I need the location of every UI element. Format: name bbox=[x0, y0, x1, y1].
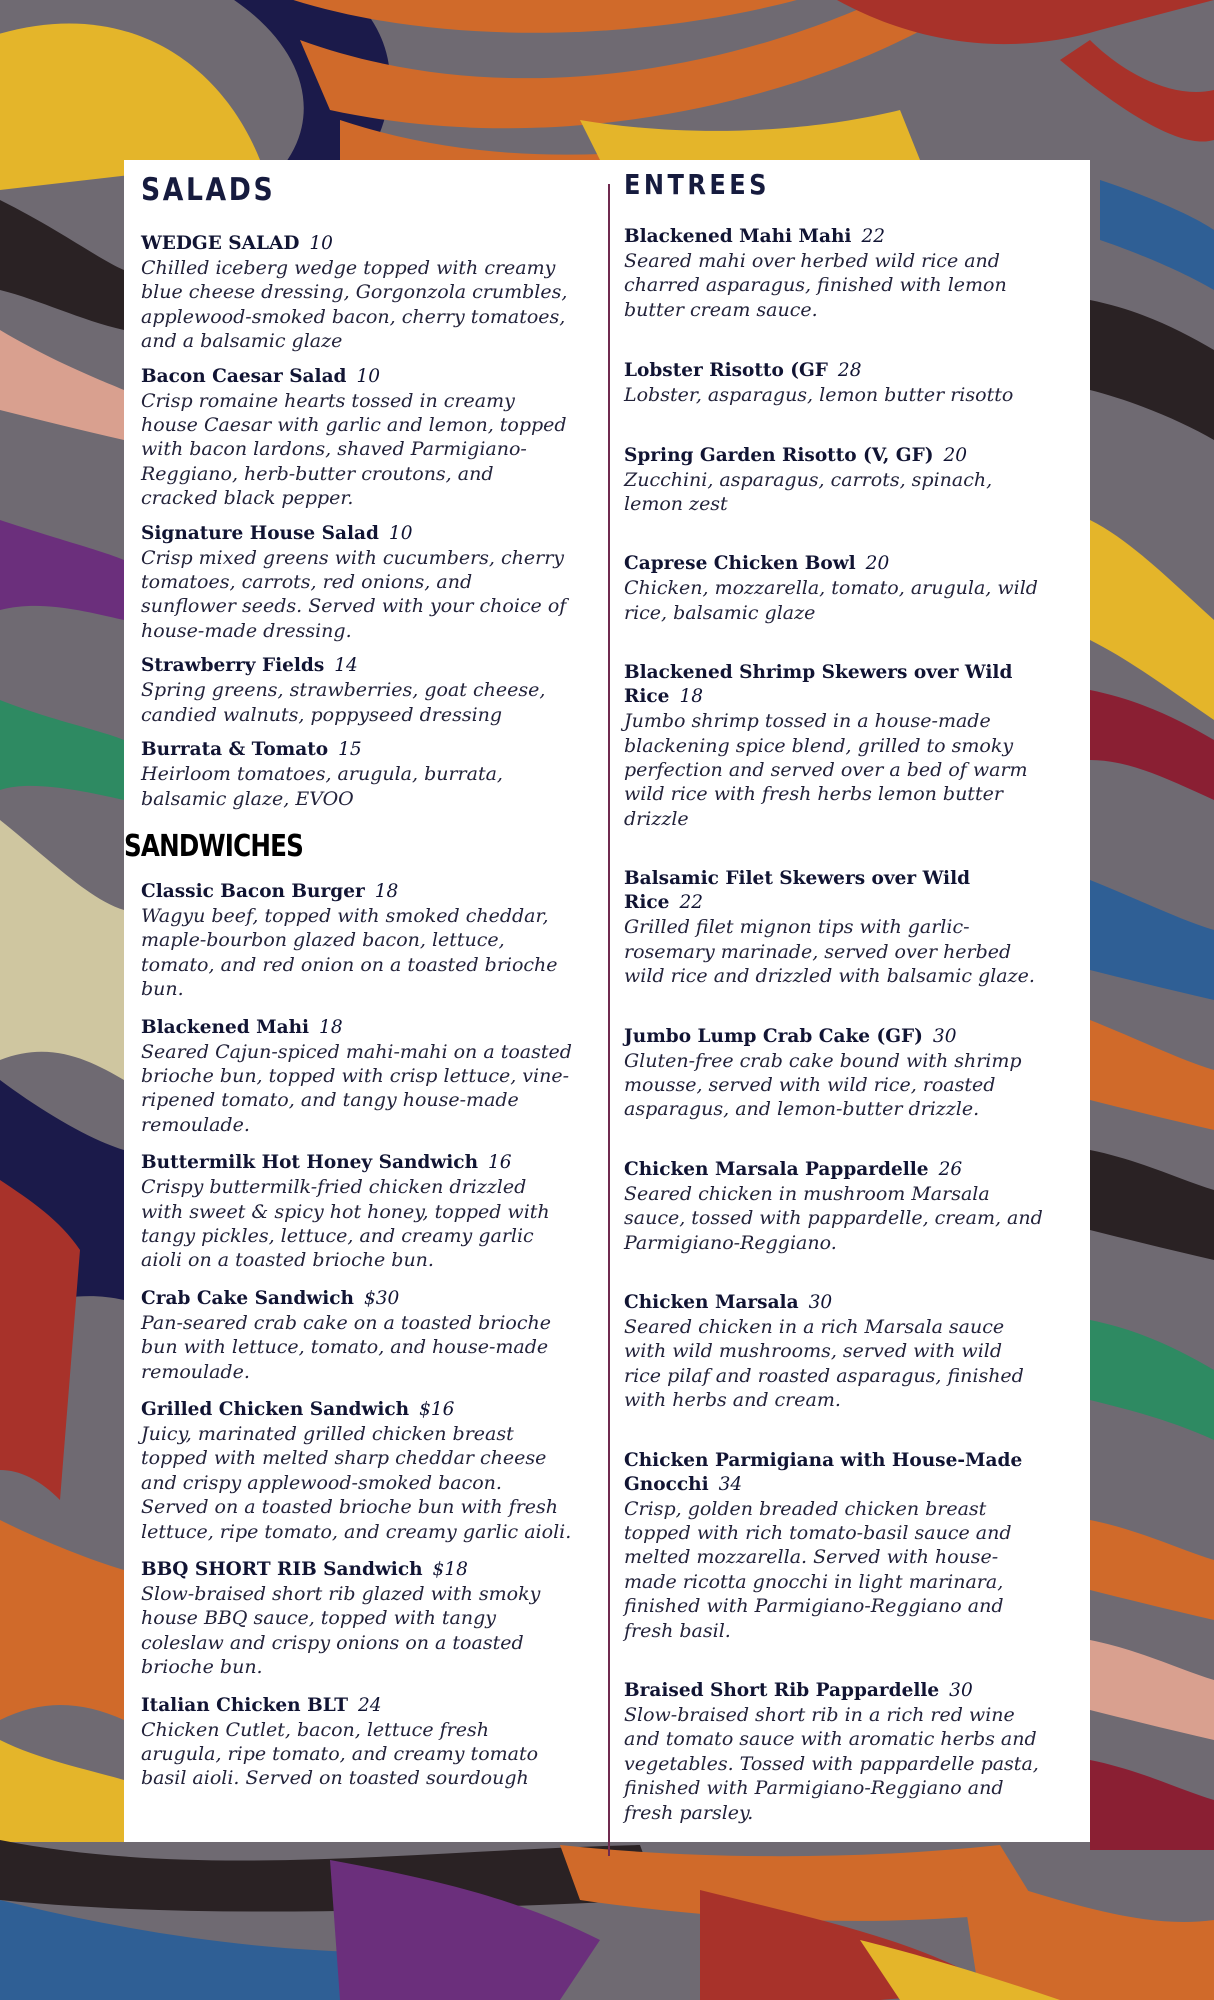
menu-item bbox=[141, 1398, 573, 1544]
item-description: Jumbo shrimp tossed in a house-made blackening spice blend, grilled to smoky perfection and served over a bed of warm wild rice with fresh herbs lemon butter drizzle bbox=[624, 710, 1028, 830]
item-name: Bacon Caesar Salad bbox=[141, 365, 347, 387]
item-price: 10 bbox=[356, 365, 381, 387]
item-price: 20 bbox=[865, 553, 890, 575]
item-name: Blackened Shrimp Skewers over Wild Rice bbox=[624, 662, 1013, 708]
item-price: $18 bbox=[432, 1559, 468, 1581]
item-price: 34 bbox=[718, 1473, 743, 1495]
item-name: Lobster Risotto (GF bbox=[624, 360, 828, 382]
item-name: Blackened Mahi bbox=[141, 1016, 310, 1038]
item-price: 18 bbox=[679, 686, 703, 708]
item-name: Spring Garden Risotto (V, GF) bbox=[624, 444, 934, 466]
item-name: Italian Chicken BLT bbox=[141, 1694, 348, 1716]
item-price: 22 bbox=[679, 892, 703, 914]
salads-heading: SALADS bbox=[141, 172, 276, 208]
menu-item bbox=[624, 1158, 1044, 1255]
item-description: Slow-braised short rib in a rich red wine and tomato sauce with aromatic herbs and vegetables. Tossed with pappardelle pasta, finished with Parmigiano-Reggiano and fresh parsley. bbox=[624, 1704, 1039, 1824]
menu-item bbox=[141, 365, 573, 511]
menu-item bbox=[624, 661, 1044, 831]
item-name: WEDGE SALAD bbox=[141, 233, 300, 254]
item-name: Braised Short Rib Pappardelle bbox=[624, 1680, 940, 1701]
item-name: Crab Cake Sandwich bbox=[141, 1287, 354, 1309]
item-description: Seared chicken in a rich Marsala sauce with wild mushrooms, served with wild rice pilaf and roasted asparagus, finished with herbs and cream. bbox=[624, 1315, 1024, 1412]
column-divider bbox=[608, 184, 610, 1856]
item-description: Crisp mixed greens with cucumbers, cherry tomatoes, carrots, red onions, and sunflower seeds. Served with your choice of house-made dressing. bbox=[141, 546, 567, 642]
item-name: Burrata & Tomato bbox=[141, 739, 329, 761]
item-description: Chilled iceberg wedge topped with creamy blue cheese dressing, Gorgonzola crumbles, applewood-smoked bacon, cherry tomatoes, and a balsamic glaze bbox=[141, 257, 568, 353]
item-price: 16 bbox=[488, 1152, 512, 1174]
menu-item bbox=[141, 1287, 573, 1384]
item-name: Balsamic Filet Skewers over Wild Rice bbox=[624, 868, 971, 914]
item-price: 18 bbox=[374, 880, 399, 902]
item-name: Chicken Marsala bbox=[624, 1291, 799, 1313]
item-name: Buttermilk Hot Honey Sandwich bbox=[141, 1152, 479, 1174]
item-price: 20 bbox=[943, 444, 968, 466]
menu-item bbox=[624, 1449, 1044, 1643]
menu-item bbox=[624, 444, 1044, 517]
item-description: Chicken, mozzarella, tomato, arugula, wild rice, balsamic glaze bbox=[624, 577, 1038, 624]
item-description: Seared chicken in mushroom Marsala sauce, tossed with pappardelle, cream, and Parmigiano-Reggiano. bbox=[624, 1182, 1043, 1254]
item-description: Zucchini, asparagus, carrots, spinach, lemon zest bbox=[624, 468, 993, 516]
item-price: 30 bbox=[949, 1680, 973, 1701]
item-price: 26 bbox=[938, 1158, 963, 1180]
menu-item bbox=[141, 880, 573, 1002]
menu-item bbox=[141, 1558, 573, 1680]
item-name: Strawberry Fields bbox=[141, 655, 325, 677]
item-price: 24 bbox=[357, 1694, 382, 1716]
item-description: Seared mahi over herbed wild rice and charred asparagus, finished with lemon butter cream sauce. bbox=[624, 250, 1007, 321]
menu-item bbox=[141, 1694, 573, 1791]
right-column bbox=[624, 168, 1044, 1825]
menu-item bbox=[141, 654, 573, 727]
item-name: Chicken Parmigiana with House-Made Gnocchi bbox=[624, 1449, 1023, 1495]
item-description: Juicy, marinated grilled chicken breast topped with melted sharp cheddar cheese and crispy applewood-smoked bacon. Served on a toasted brioche bun with fresh lettuce, ripe tomato, and creamy garlic aioli. bbox=[141, 1423, 572, 1543]
item-description: Crisp, golden breaded chicken breast topped with rich tomato-basil sauce and melted mozzarella. Served with house-made ricotta gnocchi in light marinara, finished with Parmigiano-Reggiano and fresh basil. bbox=[624, 1497, 1012, 1642]
item-description: Crispy buttermilk-fried chicken drizzled with sweet & spicy hot honey, topped with tangy pickles, lettuce, and creamy garlic aioli on a toasted brioche bun. bbox=[141, 1176, 550, 1272]
menu-item bbox=[141, 738, 573, 811]
item-name: Blackened Mahi Mahi bbox=[624, 226, 852, 247]
menu-item bbox=[141, 522, 573, 644]
item-name: Caprese Chicken Bowl bbox=[624, 553, 856, 575]
item-price: 15 bbox=[338, 739, 362, 761]
menu-item bbox=[624, 1025, 1044, 1122]
left-column bbox=[124, 172, 573, 1802]
item-name: Classic Bacon Burger bbox=[141, 880, 365, 902]
menu-item bbox=[624, 225, 1044, 322]
item-price: 14 bbox=[334, 655, 358, 677]
item-description: Wagyu beef, topped with smoked cheddar, maple-bourbon glazed bacon, lettuce, tomato, and red onion on a toasted brioche bun. bbox=[141, 904, 558, 1001]
item-price: 30 bbox=[808, 1291, 833, 1313]
item-price: 22 bbox=[861, 226, 885, 247]
menu-item bbox=[624, 867, 1044, 988]
item-price: 28 bbox=[837, 360, 862, 382]
item-description: Grilled filet mignon tips with garlic-rosemary marinade, served over herbed wild rice and drizzled with balsamic glaze. bbox=[624, 916, 1035, 988]
item-description: Slow-braised short rib glazed with smoky house BBQ sauce, topped with tangy coleslaw and crispy onions on a toasted brioche bun. bbox=[141, 1583, 541, 1679]
item-price: 10 bbox=[388, 522, 413, 544]
menu-item bbox=[624, 359, 1044, 407]
item-description: Lobster, asparagus, lemon butter risotto bbox=[624, 384, 1014, 407]
item-name: Chicken Marsala Pappardelle bbox=[624, 1158, 929, 1180]
item-description: Gluten-free crab cake bound with shrimp mousse, served with wild rice, roasted asparagus, and lemon-butter drizzle. bbox=[624, 1049, 1022, 1121]
menu-item bbox=[141, 1151, 573, 1273]
item-description: Spring greens, strawberries, goat cheese, candied walnuts, poppyseed dressing bbox=[141, 679, 546, 726]
menu-item bbox=[624, 552, 1044, 625]
item-description: Chicken Cutlet, bacon, lettuce fresh arugula, ripe tomato, and creamy tomato basil aioli. Served on toasted sourdough bbox=[141, 1718, 539, 1790]
item-name: Signature House Salad bbox=[141, 522, 379, 544]
item-name: Grilled Chicken Sandwich bbox=[141, 1399, 410, 1420]
item-price: 18 bbox=[319, 1016, 343, 1038]
entrees-heading: ENTREES bbox=[624, 168, 770, 201]
menu-item bbox=[624, 1679, 1044, 1825]
item-description: Pan-seared crab cake on a toasted brioche bun with lettuce, tomato, and house-made remoulade. bbox=[141, 1311, 551, 1383]
item-price: $30 bbox=[363, 1287, 400, 1309]
item-price: $16 bbox=[419, 1399, 455, 1420]
item-description: Crisp romaine hearts tossed in creamy house Caesar with garlic and lemon, topped with bacon lardons, shaved Parmigiano-Reggiano, herb-butter croutons, and cracked black pepper. bbox=[141, 389, 567, 510]
item-description: Seared Cajun-spiced mahi-mahi on a toasted brioche bun, topped with crisp lettuce, vine-ripened tomato, and tangy house-made remoulade. bbox=[141, 1040, 572, 1136]
item-price: 30 bbox=[932, 1025, 957, 1047]
menu-item bbox=[141, 232, 573, 354]
item-description: Heirloom tomatoes, arugula, burrata, balsamic glaze, EVOO bbox=[141, 763, 503, 810]
item-name: Jumbo Lump Crab Cake (GF) bbox=[624, 1025, 923, 1047]
item-price: 10 bbox=[309, 233, 333, 254]
menu-item bbox=[141, 1016, 573, 1138]
sandwiches-heading: SANDWICHES bbox=[124, 828, 304, 864]
item-name: BBQ SHORT RIB Sandwich bbox=[141, 1559, 423, 1581]
menu-item bbox=[624, 1291, 1044, 1413]
